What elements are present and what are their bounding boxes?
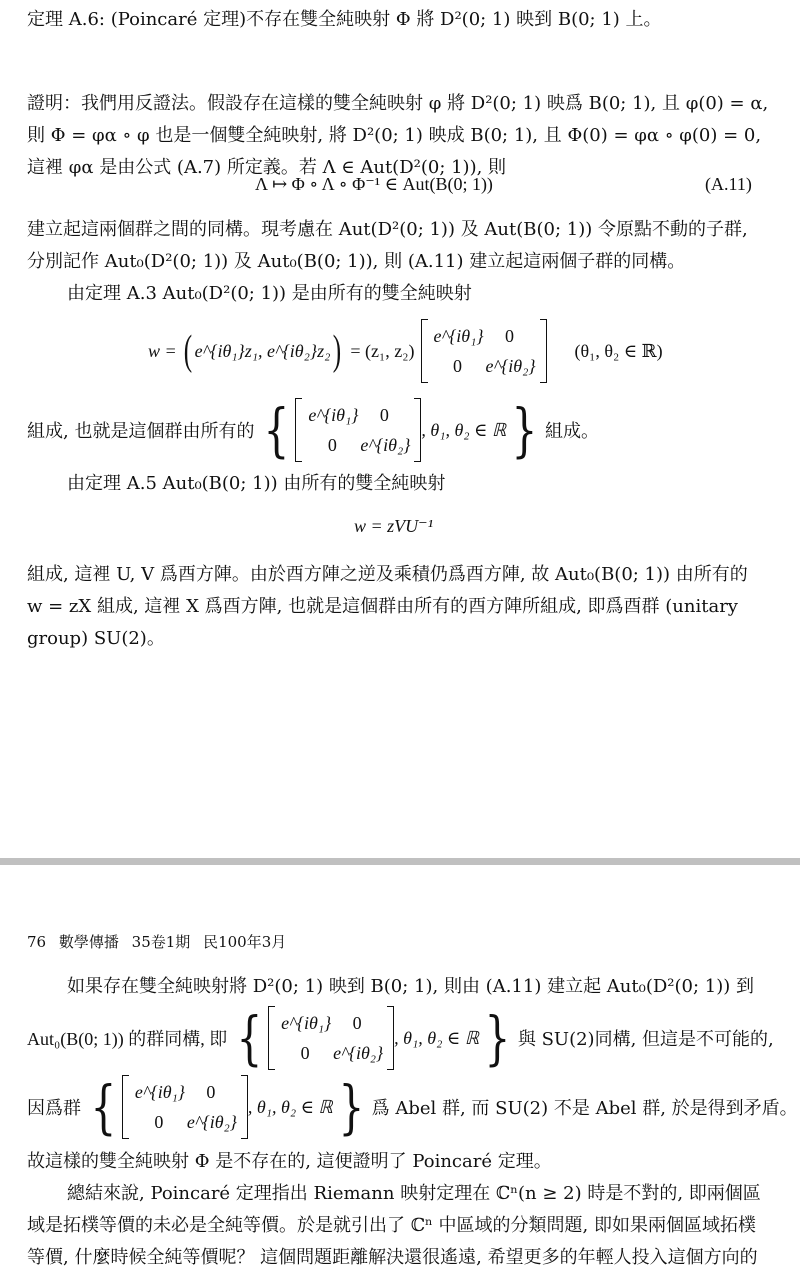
- page-divider: [0, 858, 800, 865]
- right-bracket: [540, 319, 547, 383]
- eq-lhs: w =: [148, 340, 177, 361]
- left-bracket: [268, 1006, 275, 1070]
- right-bracket: [414, 398, 421, 462]
- proof-line-2: 則 Φ = φα ∘ φ 也是一個雙全純映射, 將 D²(0; 1) 映成 B(0; 1), 且 Φ(0) = φα ∘ φ(0) = 0,: [27, 125, 762, 146]
- para2-line-1: 建立起這兩個群之間的同構。現考慮在 Aut(D²(0; 1)) 及 Aut(B(0; 1)) 令原點不動的子群,: [27, 219, 748, 240]
- right-brace: }: [338, 1073, 365, 1141]
- right-brace: }: [511, 396, 538, 464]
- equation-number: (A.11): [705, 174, 752, 194]
- eq-tuple: e^{iθ₁}z₁, e^{iθ₂}z₂: [194, 340, 331, 361]
- lower-line2-prefix: Aut₀(B(0; 1)) 的群同構, 即: [27, 1029, 228, 1049]
- matrix-d: e^{iθ₂}: [333, 1042, 384, 1063]
- lower-line2-suffix: 與 SU(2)同構, 但這是不可能的,: [517, 1029, 774, 1050]
- set-suffix: 組成。: [545, 421, 600, 442]
- matrix-b: 0: [505, 325, 515, 346]
- conclusion-line-3: 等價, 什麼時候全純等價呢？ 這個問題距離解決還很遙遠, 希望更多的年輕人投入這個方向的: [27, 1247, 758, 1268]
- para5-line-2: w = zX 組成, 這裡 X 爲酉方陣, 也就是這個群由所有的酉方陣所組成, 即爲酉群 (unitary: [27, 596, 738, 617]
- lower-line3-suffix: 爲 Abel 群, 而 SU(2) 不是 Abel 群, 於是得到矛盾。: [371, 1098, 798, 1119]
- right-bracket: [241, 1075, 248, 1139]
- right-paren: ): [333, 328, 342, 374]
- lower-set-line-2: [0, 1072, 800, 1142]
- left-brace: {: [90, 1073, 117, 1141]
- eq-condition: (θ₁, θ₂ ∈ ℝ): [574, 340, 663, 361]
- left-bracket: [295, 398, 302, 462]
- matrix-b: 0: [206, 1081, 216, 1102]
- set-condition: , θ₁, θ₂ ∈ ℝ: [394, 1027, 479, 1048]
- diagonal-matrix: [421, 319, 547, 383]
- matrix-d: e^{iθ₂}: [360, 434, 411, 455]
- para5-line-1: 組成, 這裡 U, V 爲酉方陣。由於酉方陣之逆及乘積仍爲酉方陣, 故 Aut₀(B(0; 1)) 由所有的: [27, 564, 748, 585]
- conclusion-line-2: 域是拓樸等價的未必是全純等價。於是就引出了 ℂⁿ 中區域的分類問題, 即如果兩個區域拓樸: [27, 1215, 756, 1236]
- right-brace: }: [484, 1004, 511, 1072]
- proof-line-1: 證明：我們用反證法。假設存在這樣的雙全純映射 φ 將 D²(0; 1) 映爲 B(0; 1), 且 φ(0) = α,: [27, 93, 769, 114]
- proof-line-3: 這裡 φα 是由公式 (A.7) 所定義。若 Λ ∈ Aut(D²(0; 1)), 則: [27, 157, 507, 178]
- equation-a11-formula: Λ ↦ Φ ∘ Λ ∘ Φ⁻¹ ∈ Aut(B(0; 1)): [255, 174, 493, 194]
- conclusion-line-1: 總結來說, Poincaré 定理指出 Riemann 映射定理在 ℂⁿ(n ≥ 2) 時是不對的, 即兩個區: [67, 1183, 761, 1204]
- para5-line-3: group) SU(2)。: [27, 628, 165, 649]
- page-lower: [0, 865, 800, 1280]
- para4-line: 由定理 A.5 Aut₀(B(0; 1)) 由所有的雙全純映射: [67, 473, 446, 494]
- equation-w-zvu: w = zVU⁻¹: [353, 516, 434, 536]
- set-line: [0, 395, 800, 465]
- volume-issue: 35卷1期: [131, 933, 191, 951]
- right-bracket: [387, 1006, 394, 1070]
- set-matrix: [268, 1006, 394, 1070]
- eq-equals-z: = (z₁, z₂): [350, 340, 415, 361]
- set-condition: , θ₁, θ₂ ∈ ℝ: [421, 419, 507, 440]
- left-brace: {: [263, 396, 290, 464]
- matrix-d: e^{iθ₂}: [485, 355, 536, 376]
- lower-line-4: 故這樣的雙全純映射 Φ 是不存在的, 這便證明了 Poincaré 定理。: [27, 1151, 552, 1172]
- journal-name: 數學傳播: [58, 933, 119, 951]
- set-matrix: [122, 1075, 248, 1139]
- set-prefix: 組成, 也就是這個群由所有的: [27, 421, 255, 442]
- page-number: 76: [27, 933, 47, 951]
- matrix-c: 0: [327, 434, 337, 455]
- left-bracket: [421, 319, 428, 383]
- para2-line-2: 分別記作 Aut₀(D²(0; 1)) 及 Aut₀(B(0; 1)), 則 (A.11) 建立起這兩個子群的同構。: [27, 251, 686, 272]
- running-head: [27, 931, 286, 952]
- set-matrix: [295, 398, 421, 462]
- publication-date: 民100年3月: [203, 933, 287, 951]
- matrix-d: e^{iθ₂}: [186, 1111, 237, 1132]
- theorem-label: 定理 A.6:: [27, 9, 105, 30]
- matrix-c: 0: [154, 1111, 164, 1132]
- lower-set-line-1: [0, 1003, 800, 1073]
- matrix-c: 0: [453, 355, 463, 376]
- matrix-a: e^{iθ₁}: [134, 1081, 185, 1102]
- matrix-b: 0: [352, 1012, 362, 1033]
- equation-w-diagonal: [0, 316, 800, 386]
- matrix-c: 0: [300, 1042, 310, 1063]
- set-condition: , θ₁, θ₂ ∈ ℝ: [247, 1096, 333, 1117]
- para3-line: 由定理 A.3 Aut₀(D²(0; 1)) 是由所有的雙全純映射: [67, 283, 472, 304]
- left-brace: {: [236, 1004, 263, 1072]
- theorem-text: (Poincaré 定理)不存在雙全純映射 Φ 將 D²(0; 1) 映到 B(0; 1) 上。: [110, 9, 662, 30]
- lower-line-1: 如果存在雙全純映射將 D²(0; 1) 映到 B(0; 1), 則由 (A.11) 建立起 Aut₀(D²(0; 1)) 到: [67, 976, 754, 997]
- matrix-a: e^{iθ₁}: [281, 1012, 332, 1033]
- lower-line3-prefix: 因爲群: [27, 1098, 81, 1119]
- matrix-a: e^{iθ₁}: [308, 404, 359, 425]
- left-paren: (: [183, 328, 192, 374]
- theorem-a6: [27, 8, 760, 32]
- matrix-a: e^{iθ₁}: [433, 325, 484, 346]
- matrix-b: 0: [379, 404, 389, 425]
- left-bracket: [122, 1075, 129, 1139]
- equation-a11: [0, 172, 800, 200]
